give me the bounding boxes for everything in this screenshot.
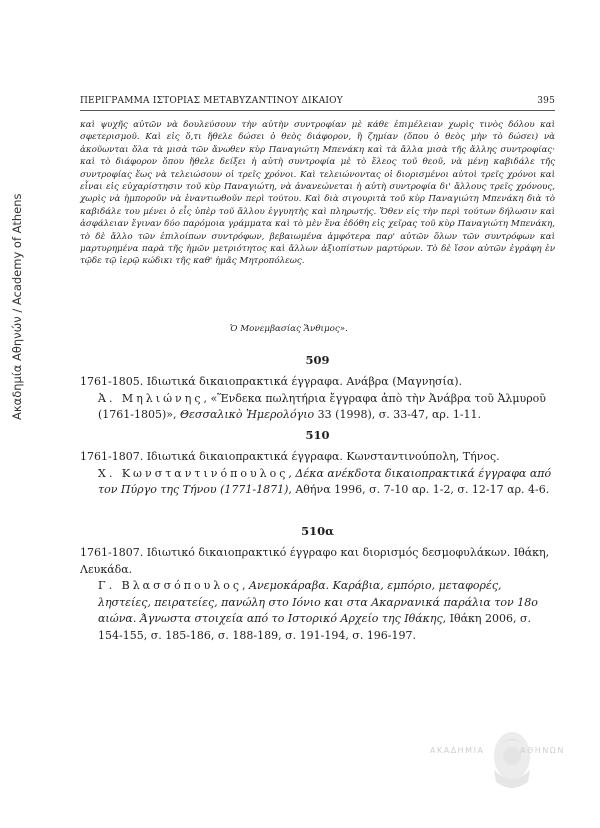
header-rule xyxy=(80,110,555,111)
running-header xyxy=(80,96,555,110)
entry-reference: Ἀ. Μηλιώνης, «Ἕνδεκα πωλητήρια ἔγγραφα ἀπὸ τὴν Ἀνάβρα τοῦ Ἀλμυροῦ (1761-1805)», Θεσσαλικὸ Ἡμερολόγιο 33 (1998), σ. 33-47, αρ. 1-11. xyxy=(98,391,546,422)
watermark-text-right: ΑΘΗΝΩΝ xyxy=(520,746,565,755)
entry-510 xyxy=(80,449,555,499)
work-title: Δέκα ανέκδοτα δικαιοπρακτικά έγγραφα από τον Πύργο της Τήνου (1771-1871) xyxy=(98,466,552,497)
signature: Ὁ Μονεμβασίας Ἄνθιμος». xyxy=(230,324,348,334)
entry-number: 510 xyxy=(305,428,330,442)
header-title: ΠΕΡΙΓΡΑΜΜΑ ΙΣΤΟΡΙΑΣ ΜΕΤΑΒΥΖΑΝΤΙΝΟΥ ΔΙΚΑΙΟΥ xyxy=(80,96,343,106)
entry-heading: 1761-1807. Ιδιωτικά δικαιοπρακτικά έγγραφα. Κωνσταντινούπολη, Τήνος. xyxy=(80,450,500,463)
author: Χ. Κωνσταντινόπουλος xyxy=(98,466,289,480)
entry-heading: 1761-1805. Ιδιωτικά δικαιοπρακτικά έγγραφα. Ανάβρα (Μαγνησία). xyxy=(80,375,463,388)
entry-number: 509 xyxy=(305,353,330,367)
work-title: Ανεμοκάραβα. Καράβια, εμπόριο, μεταφορές, ληστείες, πειρατείες, πανώλη στο Ιόνιο και στα Ακαρνανικά παράλια τον 18ο αιώνα. Άγνωστα στοιχεία από το Ιστορικό Αρχείο της Ιθάκης xyxy=(98,579,538,626)
entry-reference: Γ. Βλασσόπουλος, Ανεμοκάραβα. Καράβια, εμπόριο, μεταφορές, ληστείες, πειρατείες, πανώλη στο Ιόνιο και στα Ακαρνανικά παράλια τον 18ο αιώνα. Άγνωστα στοιχεία από το Ιστορικό Αρχείο της Ιθάκης, Ιθάκη 2006, σ. 154-155, σ. 185-186, σ. 188-189, σ. 191-194, σ. 196-197. xyxy=(98,579,538,642)
entry-number: 510α xyxy=(301,524,334,538)
entry-reference: Χ. Κωνσταντινόπουλος, Δέκα ανέκδοτα δικαιοπρακτικά έγγραφα από τον Πύργο της Τήνου (1771-1871), Αθήνα 1996, σ. 7-10 αρ. 1-2, σ. 12-17 αρ. 4-6. xyxy=(98,466,552,497)
entry-509 xyxy=(80,374,555,424)
watermark-text-left: ΑΚΑΔΗΜΙΑ xyxy=(430,746,485,755)
author: Γ. Βλασσόπουλος xyxy=(98,579,243,593)
entry-heading: 1761-1807. Ιδιωτικό δικαιοπρακτικό έγγραφο και διορισμός δεσμοφυλάκων. Ιθάκη, Λευκάδα. xyxy=(80,546,550,576)
entry-510a xyxy=(80,545,555,645)
work-title: Θεσσαλικὸ Ἡμερολόγιο xyxy=(180,408,315,422)
intro-paragraph: καὶ ψυχῆς αὐτῶν νὰ δουλεύσουν τὴν αὐτὴν συντροφίαν μὲ κάθε ἐπιμέλειαν χωρὶς τινὸς δόλου καὶ σφετερισμοῦ. Καὶ εἰς ὅ,τι ἤθελε δώσει ὁ θεὸς διάφορον, ἢ ζημίαν (ὅπου ὁ θεὸς μὴν τὸ δώσει) νὰ ἀκοῦωνται ὅλα τὰ μισὰ τῶν ἄνωθεν κὺρ Παναγιώτη Μπενάκη καὶ τὰ ἄλλα μισὰ τῆς ἄλλης συντροφίας· καὶ τὸ διάφορον ὅπου ἤθελε δείξει ἡ αὐτὴ συντροφία μὲ τὸ ἔλεος τοῦ θεοῦ, νὰ μένῃ καβιδάλε τῆς συντροφίας ἕως νὰ τελειώσουν οἱ τρεῖς χρόνοι. Καὶ τελειώνοντας οἱ διορισμένοι αὐτοὶ τρεῖς χρόνοι καὶ εἶναι εἰς εὐχαρίστησιν τοῦ κὺρ Παναγιώτη, νὰ ἀνανεώνεται ἡ αὐτὴ συντροφία δι' ἄλλους τρεῖς χρόνους, χωρὶς νὰ ἠμποροῦν νὰ ἐναντιωθοῦν περὶ τούτου. Καὶ διὰ σιγουριτὰ τοῦ κὺρ Παναγιώτη Μπενάκη διὰ τὸ καβιδάλε του μένει ὁ εἷς ὑπὲρ τοῦ ἄλλου ἐγγυητὴς καὶ πληρωτής. Ὅθεν εἰς τὴν περὶ τούτων δήλωσιν καὶ ἀσφάλειαν ἔγιναν δύο παρόμοια γράμματα καὶ τὸ μὲν ἕνα ἐδόθη εἰς χεῖρας τοῦ κὺρ Παναγιώτη Μπενάκη, τὸ δὲ ἄλλο τῶν ἐπιλοίπων συντρόφων, βεβαιωμένα ἀμφότερα παρ' αὐτῶν ὅλων τῶν συντρόφων καὶ μαρτυρημένα παρὰ τῆς ἡμῶν μετριότητος καὶ ἄλλων ἀξιοπίστων μαρτύρων. Τὸ δὲ ἴσον αὐτῶν ἐγράφη ἐν τῷδε τῷ ἱερῷ κώδικι τῆς καθ' ἡμᾶς Μητροπόλεως. xyxy=(80,120,555,267)
academy-watermark-logo xyxy=(432,726,592,806)
page-number: 395 xyxy=(537,96,555,106)
author: Ἀ. Μηλιώνης xyxy=(98,391,204,405)
side-label: Ακαδημία Αθηνών / Academy of Athens xyxy=(10,193,24,420)
